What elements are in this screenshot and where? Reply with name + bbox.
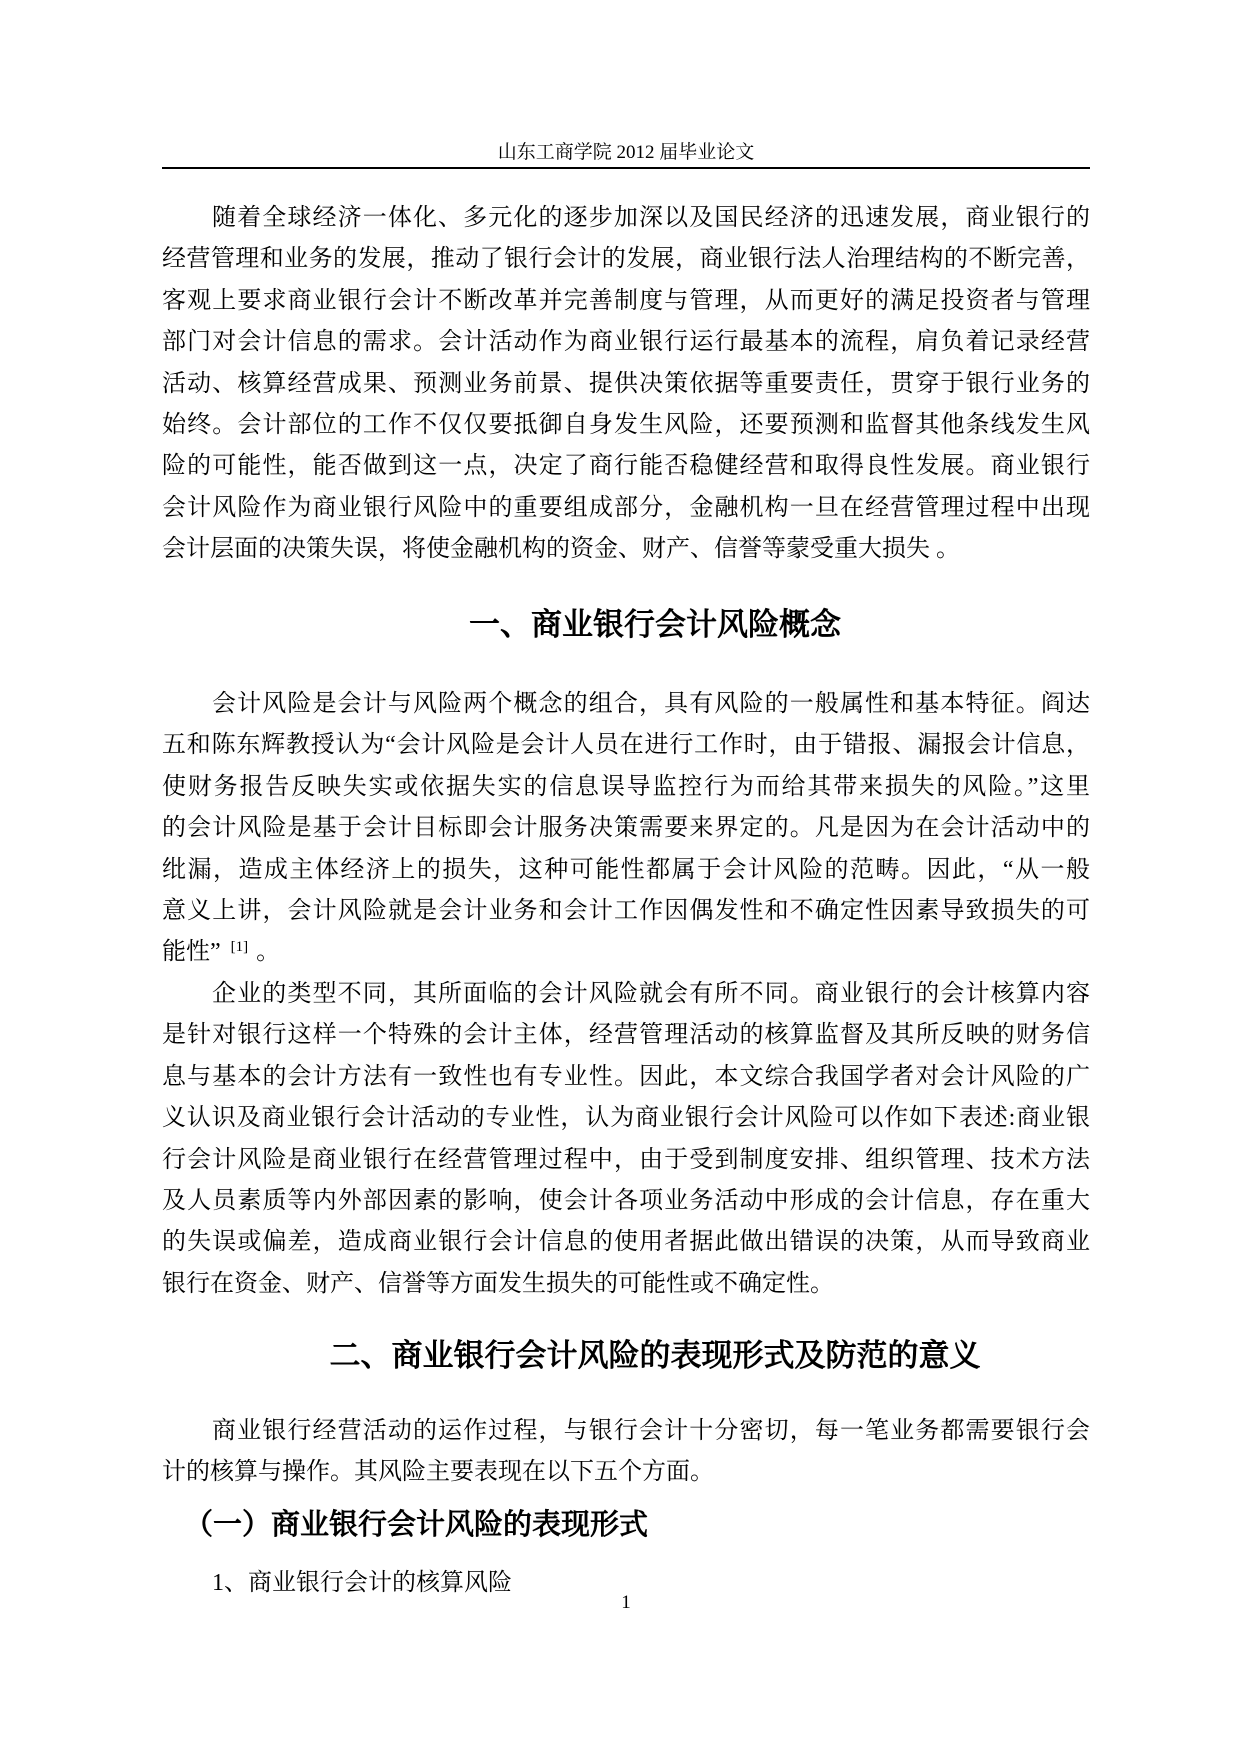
body-line: 部门对会计信息的需求。会计活动作为商业银行运行最基本的流程，肩负着记录经营 <box>162 329 1090 356</box>
closing-text: 能性” <box>162 939 221 966</box>
body-line: 会计风险作为商业银行风险中的重要组成部分，金融机构一旦在经营管理过程中出现 <box>162 494 1090 521</box>
body-line: 始终。会计部位的工作不仅仅要抵御自身发生风险，还要预测和监督其他条线发生风 <box>162 411 1090 438</box>
section1-paragraph-2 <box>162 974 1090 1305</box>
body-line: 义认识及商业银行会计活动的专业性，认为商业银行会计风险可以作如下表述:商业银 <box>162 1105 1090 1132</box>
body-line: 纰漏，造成主体经济上的损失，这种可能性都属于会计风险的范畴。因此，“从一般 <box>162 856 1090 883</box>
numbered-item-heading: 1、商业银行会计的核算风险 <box>212 1570 512 1596</box>
body-line: 会计层面的决策失误，将使金融机构的资金、财产、信誉等蒙受重大损失 。 <box>162 536 960 563</box>
section1-paragraph-1 <box>162 684 1090 974</box>
body-line: 险的可能性，能否做到这一点，决定了商行能否稳健经营和取得良性发展。商业银行 <box>162 453 1090 480</box>
body-line: 随着全球经济一体化、多元化的逐步加深以及国民经济的迅速发展，商业银行的 <box>212 205 1090 231</box>
running-header: 山东工商学院 2012 届毕业论文 <box>497 142 755 163</box>
body-line: 五和陈东辉教授认为“会计风险是会计人员在进行工作时，由于错报、漏报会计信息， <box>162 732 1090 759</box>
body-line: 经营管理和业务的发展，推动了银行会计的发展，商业银行法人治理结构的不断完善， <box>162 246 1090 273</box>
section2-paragraph <box>162 1411 1090 1494</box>
body-line: 及人员素质等内外部因素的影响，使会计各项业务活动中形成的会计信息，存在重大 <box>162 1187 1090 1214</box>
section-heading-2: 二、商业银行会计风险的表现形式及防范的意义 <box>329 1338 981 1374</box>
body-line: 使财务报告反映失实或依据失实的信息误导监控行为而给其带来损失的风险。”这里 <box>162 773 1090 800</box>
section-heading-1: 一、商业银行会计风险概念 <box>469 607 841 643</box>
body-line: 息与基本的会计方法有一致性也有专业性。因此，本文综合我国学者对会计风险的广 <box>162 1063 1090 1090</box>
citation-reference: [1] <box>230 939 249 956</box>
body-line: 的会计风险是基于会计目标即会计服务决策需要来界定的。凡是因为在会计活动中的 <box>162 815 1090 842</box>
intro-paragraph <box>162 198 1090 571</box>
body-line-with-citation <box>162 932 1090 973</box>
body-line: 商业银行经营活动的运作过程，与银行会计十分密切，每一笔业务都需要银行会 <box>212 1418 1090 1444</box>
body-line: 客观上要求商业银行会计不断改革并完善制度与管理，从而更好的满足投资者与管理 <box>162 287 1090 314</box>
body-line: 的失误或偏差，造成商业银行会计信息的使用者据此做出错误的决策，从而导致商业 <box>162 1229 1090 1256</box>
closing-punctuation: 。 <box>256 939 281 966</box>
page-number: 1 <box>621 1592 631 1613</box>
subsection-heading: （一）商业银行会计风险的表现形式 <box>184 1507 649 1541</box>
body-line: 银行在资金、财产、信誉等方面发生损失的可能性或不确定性。 <box>162 1270 834 1297</box>
body-line: 计的核算与操作。其风险主要表现在以下五个方面。 <box>162 1459 714 1486</box>
body-line: 意义上讲，会计风险就是会计业务和会计工作因偶发性和不确定性因素导致损失的可 <box>162 897 1090 924</box>
body-line: 是针对银行这样一个特殊的会计主体，经营管理活动的核算监督及其所反映的财务信 <box>162 1022 1090 1049</box>
body-line: 行会计风险是商业银行在经营管理过程中，由于受到制度安排、组织管理、技术方法 <box>162 1146 1090 1173</box>
body-line: 会计风险是会计与风险两个概念的组合，具有风险的一般属性和基本特征。阎达 <box>212 691 1090 717</box>
body-line: 企业的类型不同，其所面临的会计风险就会有所不同。商业银行的会计核算内容 <box>212 981 1090 1007</box>
header-rule <box>162 167 1090 169</box>
body-line: 活动、核算经营成果、预测业务前景、提供决策依据等重要责任，贯穿于银行业务的 <box>162 370 1090 397</box>
